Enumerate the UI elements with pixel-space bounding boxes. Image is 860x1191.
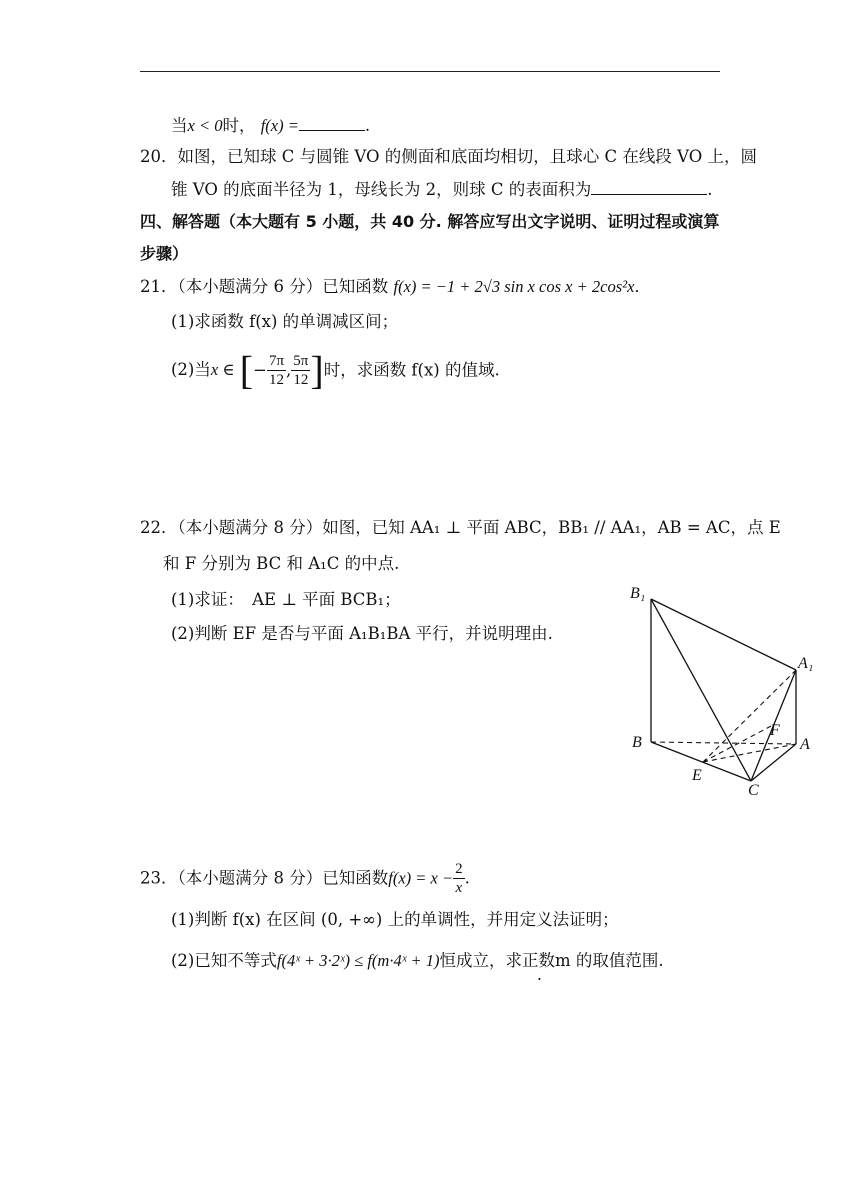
q19-end: .: [364, 116, 371, 135]
q23-part2-prefix: (2)已知不等式: [171, 951, 277, 970]
edge-EA-hidden: [703, 744, 796, 762]
q23-emphasis-positive: 正数: [521, 951, 555, 970]
q23-function: f(x) = x −: [388, 868, 454, 888]
q20-line1: 20．如图，已知球 C 与圆锥 VO 的侧面和底面均相切，且球心 C 在线段 VO 上，圆: [140, 147, 758, 166]
q23-frac-num: 2: [455, 861, 463, 877]
q21-part2-prefix: (2)当: [171, 360, 211, 379]
q19-prefix: 当: [171, 116, 188, 135]
label-A1: A₁: [798, 655, 814, 672]
q23-frac-den: x: [455, 880, 463, 896]
q20-answer-blank[interactable]: [591, 178, 707, 195]
edge-B1C: [651, 599, 751, 781]
label-C: C: [748, 782, 759, 798]
q21-frac2-den: 12: [293, 372, 309, 388]
left-bracket: [: [239, 347, 254, 393]
label-A: A: [800, 736, 810, 753]
q21-part2-var: x ∈: [210, 360, 235, 379]
minus-sign: −: [253, 360, 267, 380]
q21-stem: [140, 276, 651, 298]
q22-part1: (1)求证： AE ⊥ 平面 BCB₁；: [171, 590, 401, 609]
q23-stem: [140, 858, 470, 899]
header-rule: [140, 71, 720, 72]
label-B: B: [632, 734, 642, 751]
q23-stem-end: .: [464, 868, 470, 888]
q21-frac2: [291, 352, 310, 389]
q20-end: .: [707, 180, 713, 199]
q21-part2: [171, 348, 500, 393]
q22-line1: 22．（本小题满分 8 分）如图，已知 AA₁ ⊥ 平面 ABC，BB₁ // AA₁，AB = AC，点 E: [140, 518, 781, 537]
q20-line2-text: 锥 VO 的底面半径为 1，母线长为 2，则球 C 的表面积为: [171, 180, 592, 199]
q21-frac1-num: 7π: [268, 353, 285, 369]
q21-formula: f(x) = −1 + 2√3 sin x cos x + 2cos²x: [393, 277, 635, 296]
q21-part2-suffix: 时，求函数 f(x) 的值域.: [323, 360, 500, 380]
edge-A1E-hidden: [703, 670, 796, 762]
q22-part2: (2)判断 EF 是否与平面 A₁B₁BA 平行，并说明理由.: [171, 624, 553, 643]
label-E: E: [692, 767, 702, 784]
comma: ,: [286, 360, 292, 380]
q21-stem-prefix: 21．（本小题满分 6 分）已知函数: [140, 277, 389, 296]
section4-heading-line1: 四、解答题（本大题有 5 小题，共 40 分. 解答应写出文字说明、证明过程或演算: [140, 212, 720, 231]
section4-heading-line2: 步骤）: [140, 244, 189, 263]
q21-frac2-num: 5π: [293, 353, 309, 369]
q19-answer-blank[interactable]: [299, 114, 365, 131]
q19-condition: x < 0: [187, 116, 223, 135]
prism-figure: [620, 582, 820, 798]
q22-line2: 和 F 分别为 BC 和 A₁C 的中点.: [163, 554, 400, 573]
q19-mid: 时，: [222, 116, 256, 135]
q23-part1: (1)判断 f(x) 在区间 (0, +∞) 上的单调性，并用定义法证明；: [171, 910, 619, 929]
edge-B1A1: [651, 599, 796, 670]
q21-part1: (1)求函数 f(x) 的单调减区间；: [171, 312, 399, 331]
q20-line2: [171, 178, 713, 201]
q21-frac1: [267, 352, 286, 389]
q19-tail: [171, 114, 370, 137]
q23-part2-end: m 的取值范围.: [554, 951, 664, 970]
q23-part2: [171, 950, 664, 972]
q23-inequality: f(4ˣ + 3·2ˣ) ≤ f(m·4ˣ + 1): [276, 951, 440, 970]
label-B1: B₁: [630, 585, 646, 602]
q19-function: f(x) =: [260, 116, 299, 135]
label-F: F: [770, 722, 780, 739]
q21-stem-end: ．: [634, 277, 651, 296]
edge-AC: [751, 744, 796, 781]
right-bracket: ]: [310, 347, 324, 393]
q21-frac1-den: 12: [268, 372, 284, 388]
q23-part2-mid: 恒成立，求: [439, 951, 522, 970]
q23-stem-prefix: 23．（本小题满分 8 分）已知函数: [140, 868, 389, 888]
q23-fraction: [453, 860, 465, 897]
